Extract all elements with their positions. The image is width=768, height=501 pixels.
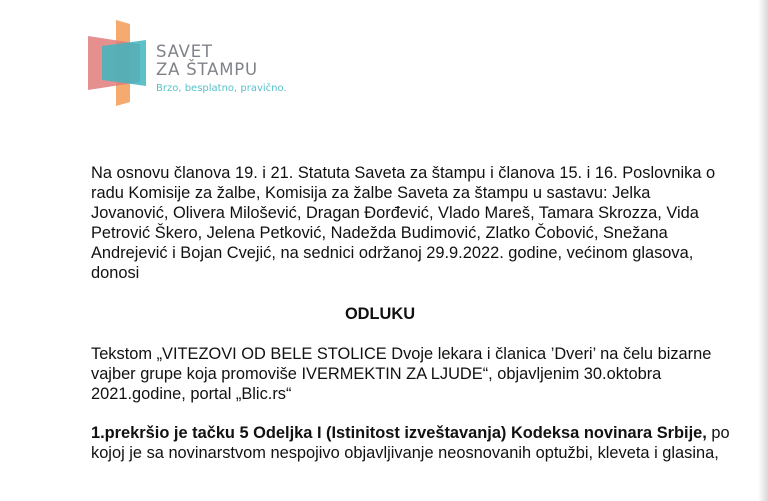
violation-point: 1.prekršio je tačku 5 Odeljka I (Istinitost izveštavanja) Kodeksa novinara Srbije, xyxy=(91,424,707,442)
logo-mark-icon xyxy=(88,20,148,106)
document-body xyxy=(91,163,731,462)
article-paragraph: Tekstom „VITEZOVI OD BELE STOLICE Dvoje lekara i članica ’Dveri’ na čelu bizarne vajber grupe koja promoviše IVERMEKTIN ZA LJUDE“, objavljenim 30.oktobra 2021.godine, portal „Blic.rs“ xyxy=(91,345,712,403)
intro-paragraph: Na osnovu članova 19. i 21. Statuta Saveta za štampu i članova 15. i 16. Poslovnika o radu Komisije za žalbe, Komisija za žalbe Saveta za štampu u sastavu: Jelka Jovanović, Olivera Milošević, Dragan Đorđević, Vlado Mareš, Tamara Skrozza, Vida Petrović Škero, Jelena Petković, Nadežda Budimović, Zlatko Čobović, Snežana Andrejević i Bojan Cvejić, na sednici održanoj 29.9.2022. godine, većinom glasova, donosi xyxy=(91,164,716,282)
logo-title-line1: SAVET xyxy=(156,42,213,61)
logo-title-line2: ZA ŠTAMPU xyxy=(156,60,258,79)
violation-paragraph xyxy=(91,423,731,463)
violation-description: po kojoj je sa novinarstvom nespojivo objavljivanje neosnovanih optužbi, kleveta i glasina, xyxy=(91,424,730,462)
page-edge-shadow xyxy=(758,0,768,501)
savet-za-stampu-logo xyxy=(88,20,318,110)
logo-tagline: Brzo, besplatno, pravično. xyxy=(156,83,287,94)
decision-heading: ODLUKU xyxy=(344,305,416,323)
